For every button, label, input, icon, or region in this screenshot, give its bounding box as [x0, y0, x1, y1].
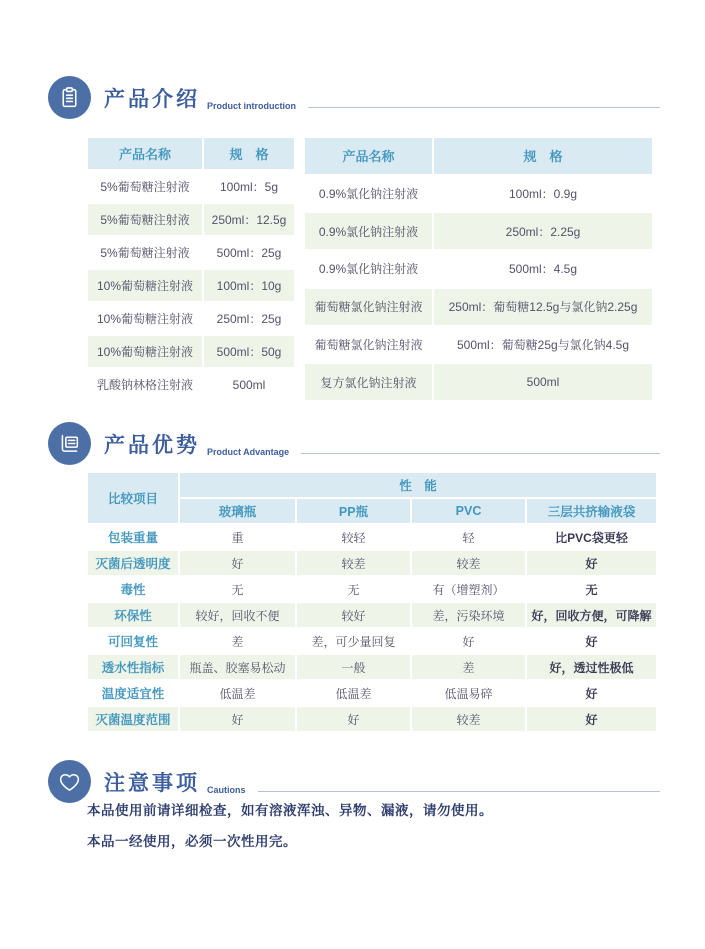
table-row [88, 525, 656, 549]
table-row [305, 213, 652, 249]
table-row [305, 176, 652, 212]
table-row [305, 251, 652, 287]
spec-cell: 500ml [434, 364, 652, 400]
table-row [305, 364, 652, 400]
product-name-cell: 葡萄糖氯化钠注射液 [305, 289, 432, 325]
value-cell: 好，回收方便，可降解 [527, 603, 656, 627]
group-header-performance: 性 能 [180, 473, 656, 497]
value-cell: 好 [412, 629, 525, 653]
section-divider-line [308, 107, 660, 108]
col-header-product-name: 产品名称 [88, 138, 202, 169]
spec-cell: 500ml：25g [204, 237, 294, 268]
caution-text-block [87, 799, 493, 861]
section-title-advantage: 产品优势 [104, 433, 200, 457]
value-cell: 差 [412, 655, 525, 679]
product-name-cell: 10%葡萄糖注射液 [88, 336, 202, 367]
table-row [88, 551, 656, 575]
product-name-cell: 5%葡萄糖注射液 [88, 237, 202, 268]
section-header-intro [48, 76, 660, 119]
table-header-row [88, 138, 294, 169]
corner-header: 比较项目 [88, 473, 178, 523]
table-row [88, 303, 294, 334]
spec-cell: 500ml：50g [204, 336, 294, 367]
table-row [88, 681, 656, 705]
caution-line: 本品一经使用，必须一次性用完。 [87, 834, 297, 849]
value-cell: 较差 [412, 707, 525, 731]
table-row [88, 603, 656, 627]
spec-cell: 100ml：0.9g [434, 176, 652, 212]
value-cell: 好 [527, 707, 656, 731]
product-name-cell: 葡萄糖氯化钠注射液 [305, 327, 432, 363]
col-header-product-name: 产品名称 [305, 138, 432, 174]
row-label: 灭菌后透明度 [88, 551, 178, 575]
value-cell: 低温差 [297, 681, 410, 705]
heart-icon [48, 760, 91, 803]
spec-cell: 500ml：4.5g [434, 251, 652, 287]
table-row [88, 655, 656, 679]
value-cell: 较差 [412, 551, 525, 575]
value-cell: 好 [527, 551, 656, 575]
caution-line: 本品使用前请详细检查，如有溶液浑浊、异物、漏液，请勿使用。 [87, 803, 493, 818]
spec-cell: 500ml [204, 369, 294, 400]
advantage-table [86, 471, 658, 733]
table-header-row [305, 138, 652, 174]
spec-cell: 100ml：5g [204, 171, 294, 202]
row-label: 毒性 [88, 577, 178, 601]
row-label: 环保性 [88, 603, 178, 627]
product-name-cell: 0.9%氯化钠注射液 [305, 213, 432, 249]
clipboard-icon [48, 76, 91, 119]
section-title-intro: 产品介绍 [104, 87, 200, 111]
product-name-cell: 10%葡萄糖注射液 [88, 303, 202, 334]
section-subtitle-cautions: Cautions [207, 785, 246, 795]
table-row [88, 369, 294, 400]
value-cell: 好 [527, 681, 656, 705]
product-name-cell: 乳酸钠林格注射液 [88, 369, 202, 400]
col-header-pp-bottle: PP瓶 [297, 499, 410, 523]
value-cell: 瓶盖、胶塞易松动 [180, 655, 295, 679]
value-cell: 一般 [297, 655, 410, 679]
product-name-cell: 0.9%氯化钠注射液 [305, 176, 432, 212]
value-cell: 比PVC袋更轻 [527, 525, 656, 549]
value-cell: 无 [297, 577, 410, 601]
value-cell: 较轻 [297, 525, 410, 549]
value-cell: 差，可少量回复 [297, 629, 410, 653]
table-row [88, 336, 294, 367]
value-cell: 无 [180, 577, 295, 601]
section-header-advantage [48, 422, 660, 465]
product-name-cell: 5%葡萄糖注射液 [88, 171, 202, 202]
table-header-row [88, 473, 656, 497]
intro-table-right [303, 136, 654, 402]
value-cell: 低温差 [180, 681, 295, 705]
spec-cell: 250ml：2.25g [434, 213, 652, 249]
section-divider-line [301, 453, 660, 454]
table-row [88, 237, 294, 268]
table-row [305, 289, 652, 325]
value-cell: 较差 [297, 551, 410, 575]
col-header-three-layer-bag: 三层共挤输液袋 [527, 499, 656, 523]
table-row [88, 171, 294, 202]
value-cell: 好 [180, 551, 295, 575]
product-name-cell: 复方氯化钠注射液 [305, 364, 432, 400]
table-row [88, 629, 656, 653]
product-name-cell: 5%葡萄糖注射液 [88, 204, 202, 235]
section-title-cautions: 注意事项 [104, 771, 200, 795]
table-row [88, 270, 294, 301]
spec-cell: 250ml：12.5g [204, 204, 294, 235]
row-label: 可回复性 [88, 629, 178, 653]
section-subtitle-advantage: Product Advantage [207, 447, 290, 457]
col-header-spec: 规 格 [434, 138, 652, 174]
value-cell: 低温易碎 [412, 681, 525, 705]
value-cell: 差，污染环境 [412, 603, 525, 627]
value-cell: 有（增塑剂） [412, 577, 525, 601]
row-label: 温度适宜性 [88, 681, 178, 705]
advantage-table-wrap [86, 471, 658, 733]
value-cell: 好，透过性极低 [527, 655, 656, 679]
value-cell: 差 [180, 629, 295, 653]
spec-cell: 500ml：葡萄糖25g与氯化钠4.5g [434, 327, 652, 363]
value-cell: 好 [527, 629, 656, 653]
presentation-board-icon [48, 422, 91, 465]
spec-cell: 250ml：25g [204, 303, 294, 334]
table-row [305, 327, 652, 363]
section-divider-line [258, 791, 660, 792]
col-header-pvc: PVC [412, 499, 525, 523]
table-row [88, 577, 656, 601]
spec-cell: 250ml：葡萄糖12.5g与氯化钠2.25g [434, 289, 652, 325]
value-cell: 较好 [297, 603, 410, 627]
value-cell: 重 [180, 525, 295, 549]
value-cell: 好 [297, 707, 410, 731]
spec-cell: 100ml：10g [204, 270, 294, 301]
intro-tables [86, 136, 654, 402]
value-cell: 无 [527, 577, 656, 601]
col-header-glass-bottle: 玻璃瓶 [180, 499, 295, 523]
table-row [88, 707, 656, 731]
row-label: 包装重量 [88, 525, 178, 549]
col-header-spec: 规 格 [204, 138, 294, 169]
table-row [88, 204, 294, 235]
value-cell: 轻 [412, 525, 525, 549]
row-label: 灭菌温度范围 [88, 707, 178, 731]
section-header-cautions [48, 760, 660, 803]
value-cell: 好 [180, 707, 295, 731]
product-name-cell: 10%葡萄糖注射液 [88, 270, 202, 301]
value-cell: 较好，回收不便 [180, 603, 295, 627]
intro-table-left [86, 136, 296, 402]
product-name-cell: 0.9%氯化钠注射液 [305, 251, 432, 287]
section-subtitle-intro: Product introduction [207, 101, 296, 111]
row-label: 透水性指标 [88, 655, 178, 679]
